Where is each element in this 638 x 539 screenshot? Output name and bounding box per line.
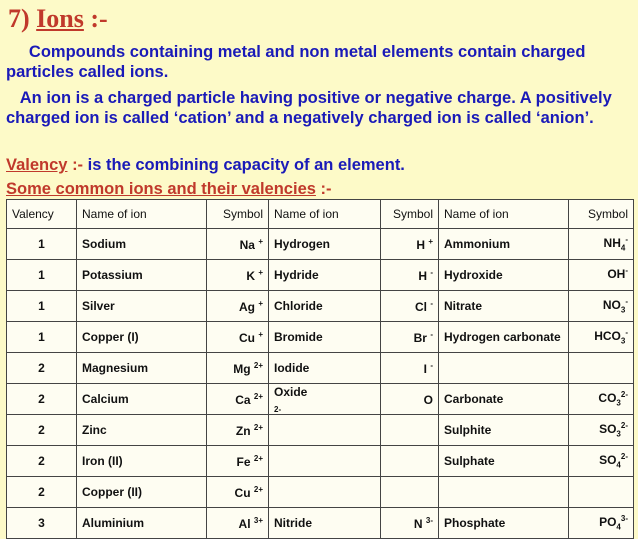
table-row bbox=[7, 229, 634, 260]
cell-cation-symbol: Cu $^{2+}$ bbox=[207, 477, 269, 508]
cell-polyatomic-symbol bbox=[569, 353, 634, 384]
paragraph-ion-text: An ion is a charged particle having positive or negative charge. A positively charged ion is called ‘cation’ and a negatively charged ion is called ‘anion’. bbox=[6, 89, 612, 127]
cell-anion-symbol bbox=[381, 477, 439, 508]
cell-cation-name: Potassium bbox=[77, 260, 207, 291]
cell-cation-name: Sodium bbox=[77, 229, 207, 260]
cell-polyatomic-symbol: $CO_3^{2-}$ bbox=[569, 384, 634, 415]
cell-polyatomic-name: Hydroxide bbox=[439, 260, 569, 291]
table-header-row bbox=[7, 200, 634, 229]
cell-polyatomic-symbol: $SO_4^{2-}$ bbox=[569, 446, 634, 477]
cell-anion-name: Hydrogen bbox=[269, 229, 381, 260]
cell-valency: 1 bbox=[7, 291, 77, 322]
table-row bbox=[7, 291, 634, 322]
cell-anion-symbol: N $^{3-}$ bbox=[381, 508, 439, 539]
cell-cation-symbol: Zn $^{2+}$ bbox=[207, 415, 269, 446]
valency-term: Valency bbox=[6, 156, 68, 174]
cell-valency: 2 bbox=[7, 353, 77, 384]
cell-cation-name: Iron (II) bbox=[77, 446, 207, 477]
cell-anion-name: Bromide bbox=[269, 322, 381, 353]
cell-anion-name: Chloride bbox=[269, 291, 381, 322]
table-heading bbox=[6, 180, 332, 199]
cell-valency: 2 bbox=[7, 384, 77, 415]
table-row bbox=[7, 446, 634, 477]
cell-anion-name: Hydride bbox=[269, 260, 381, 291]
cell-valency: 1 bbox=[7, 229, 77, 260]
table-row bbox=[7, 415, 634, 446]
cell-cation-symbol: Al $^{3+}$ bbox=[207, 508, 269, 539]
cell-cation-symbol: K + bbox=[207, 260, 269, 291]
cell-anion-symbol: Br - bbox=[381, 322, 439, 353]
header-name-of-ion: Name of ion bbox=[77, 200, 207, 229]
cell-cation-symbol: Cu + bbox=[207, 322, 269, 353]
table-row bbox=[7, 322, 634, 353]
paragraph-compounds bbox=[6, 42, 634, 82]
table-heading-suffix: :- bbox=[320, 180, 332, 198]
cell-polyatomic-name: Sulphate bbox=[439, 446, 569, 477]
cell-anion-name: Iodide bbox=[269, 353, 381, 384]
cell-polyatomic-name: Hydrogen carbonate bbox=[439, 322, 569, 353]
cell-polyatomic-name: Phosphate bbox=[439, 508, 569, 539]
ions-table bbox=[6, 199, 634, 539]
cell-anion-symbol bbox=[381, 415, 439, 446]
slide-title bbox=[8, 4, 108, 34]
cell-valency: 2 bbox=[7, 415, 77, 446]
table-row bbox=[7, 260, 634, 291]
cell-polyatomic-name: Nitrate bbox=[439, 291, 569, 322]
cell-cation-name: Copper (I) bbox=[77, 322, 207, 353]
cell-anion-symbol: H - bbox=[381, 260, 439, 291]
cell-polyatomic-name bbox=[439, 353, 569, 384]
table-heading-text: Some common ions and their valencies bbox=[6, 180, 316, 198]
cell-anion-symbol: I - bbox=[381, 353, 439, 384]
cell-cation-symbol: Mg $^{2+}$ bbox=[207, 353, 269, 384]
header-valency: Valency bbox=[7, 200, 77, 229]
cell-anion-name bbox=[269, 446, 381, 477]
cell-anion-symbol bbox=[381, 446, 439, 477]
cell-polyatomic-name: Carbonate bbox=[439, 384, 569, 415]
cell-valency: 3 bbox=[7, 508, 77, 539]
cell-polyatomic-symbol bbox=[569, 477, 634, 508]
table-row bbox=[7, 353, 634, 384]
valency-line bbox=[6, 156, 405, 175]
cell-anion-name bbox=[269, 415, 381, 446]
cell-polyatomic-symbol: $NH_4^-$ bbox=[569, 229, 634, 260]
cell-anion-symbol: Cl - bbox=[381, 291, 439, 322]
cell-cation-symbol: Ca $^{2+}$ bbox=[207, 384, 269, 415]
cell-polyatomic-symbol: OH- bbox=[569, 260, 634, 291]
paragraph-ion-definition bbox=[6, 88, 634, 128]
cell-polyatomic-name: Sulphite bbox=[439, 415, 569, 446]
valency-sep: :- bbox=[72, 156, 84, 174]
valency-definition: is the combining capacity of an element. bbox=[87, 156, 405, 174]
paragraph-compounds-text: Compounds containing metal and non metal elements contain charged particles called ions. bbox=[6, 43, 586, 81]
cell-cation-symbol: Ag + bbox=[207, 291, 269, 322]
cell-valency: 2 bbox=[7, 446, 77, 477]
title-number: 7) bbox=[8, 4, 30, 33]
header-name-of-ion: Name of ion bbox=[439, 200, 569, 229]
cell-polyatomic-name bbox=[439, 477, 569, 508]
cell-cation-name: Magnesium bbox=[77, 353, 207, 384]
oxide-charge: 2- bbox=[274, 404, 282, 414]
cell-cation-symbol: Fe $^{2+}$ bbox=[207, 446, 269, 477]
cell-anion-name bbox=[269, 477, 381, 508]
header-symbol: Symbol bbox=[381, 200, 439, 229]
cell-polyatomic-name: Ammonium bbox=[439, 229, 569, 260]
cell-polyatomic-symbol: $NO_3^-$ bbox=[569, 291, 634, 322]
cell-cation-name: Silver bbox=[77, 291, 207, 322]
cell-cation-name: Aluminium bbox=[77, 508, 207, 539]
cell-anion-name: Nitride bbox=[269, 508, 381, 539]
table-row bbox=[7, 508, 634, 539]
cell-polyatomic-symbol: $PO_4^{3-}$ bbox=[569, 508, 634, 539]
cell-valency: 1 bbox=[7, 260, 77, 291]
header-symbol: Symbol bbox=[569, 200, 634, 229]
title-word: Ions bbox=[36, 4, 84, 33]
header-symbol: Symbol bbox=[207, 200, 269, 229]
cell-cation-symbol: Na + bbox=[207, 229, 269, 260]
cell-valency: 1 bbox=[7, 322, 77, 353]
cell-valency: 2 bbox=[7, 477, 77, 508]
cell-cation-name: Calcium bbox=[77, 384, 207, 415]
cell-polyatomic-symbol: $SO_3^{2-}$ bbox=[569, 415, 634, 446]
cell-cation-name: Zinc bbox=[77, 415, 207, 446]
title-suffix: :- bbox=[90, 4, 108, 33]
cell-anion-symbol: O bbox=[381, 384, 439, 415]
table-row bbox=[7, 477, 634, 508]
table-row bbox=[7, 384, 634, 415]
cell-anion-symbol: H + bbox=[381, 229, 439, 260]
cell-cation-name: Copper (II) bbox=[77, 477, 207, 508]
cell-anion-name: Oxide 2- bbox=[269, 384, 381, 415]
header-name-of-ion: Name of ion bbox=[269, 200, 381, 229]
cell-polyatomic-symbol: $HCO_3^-$ bbox=[569, 322, 634, 353]
